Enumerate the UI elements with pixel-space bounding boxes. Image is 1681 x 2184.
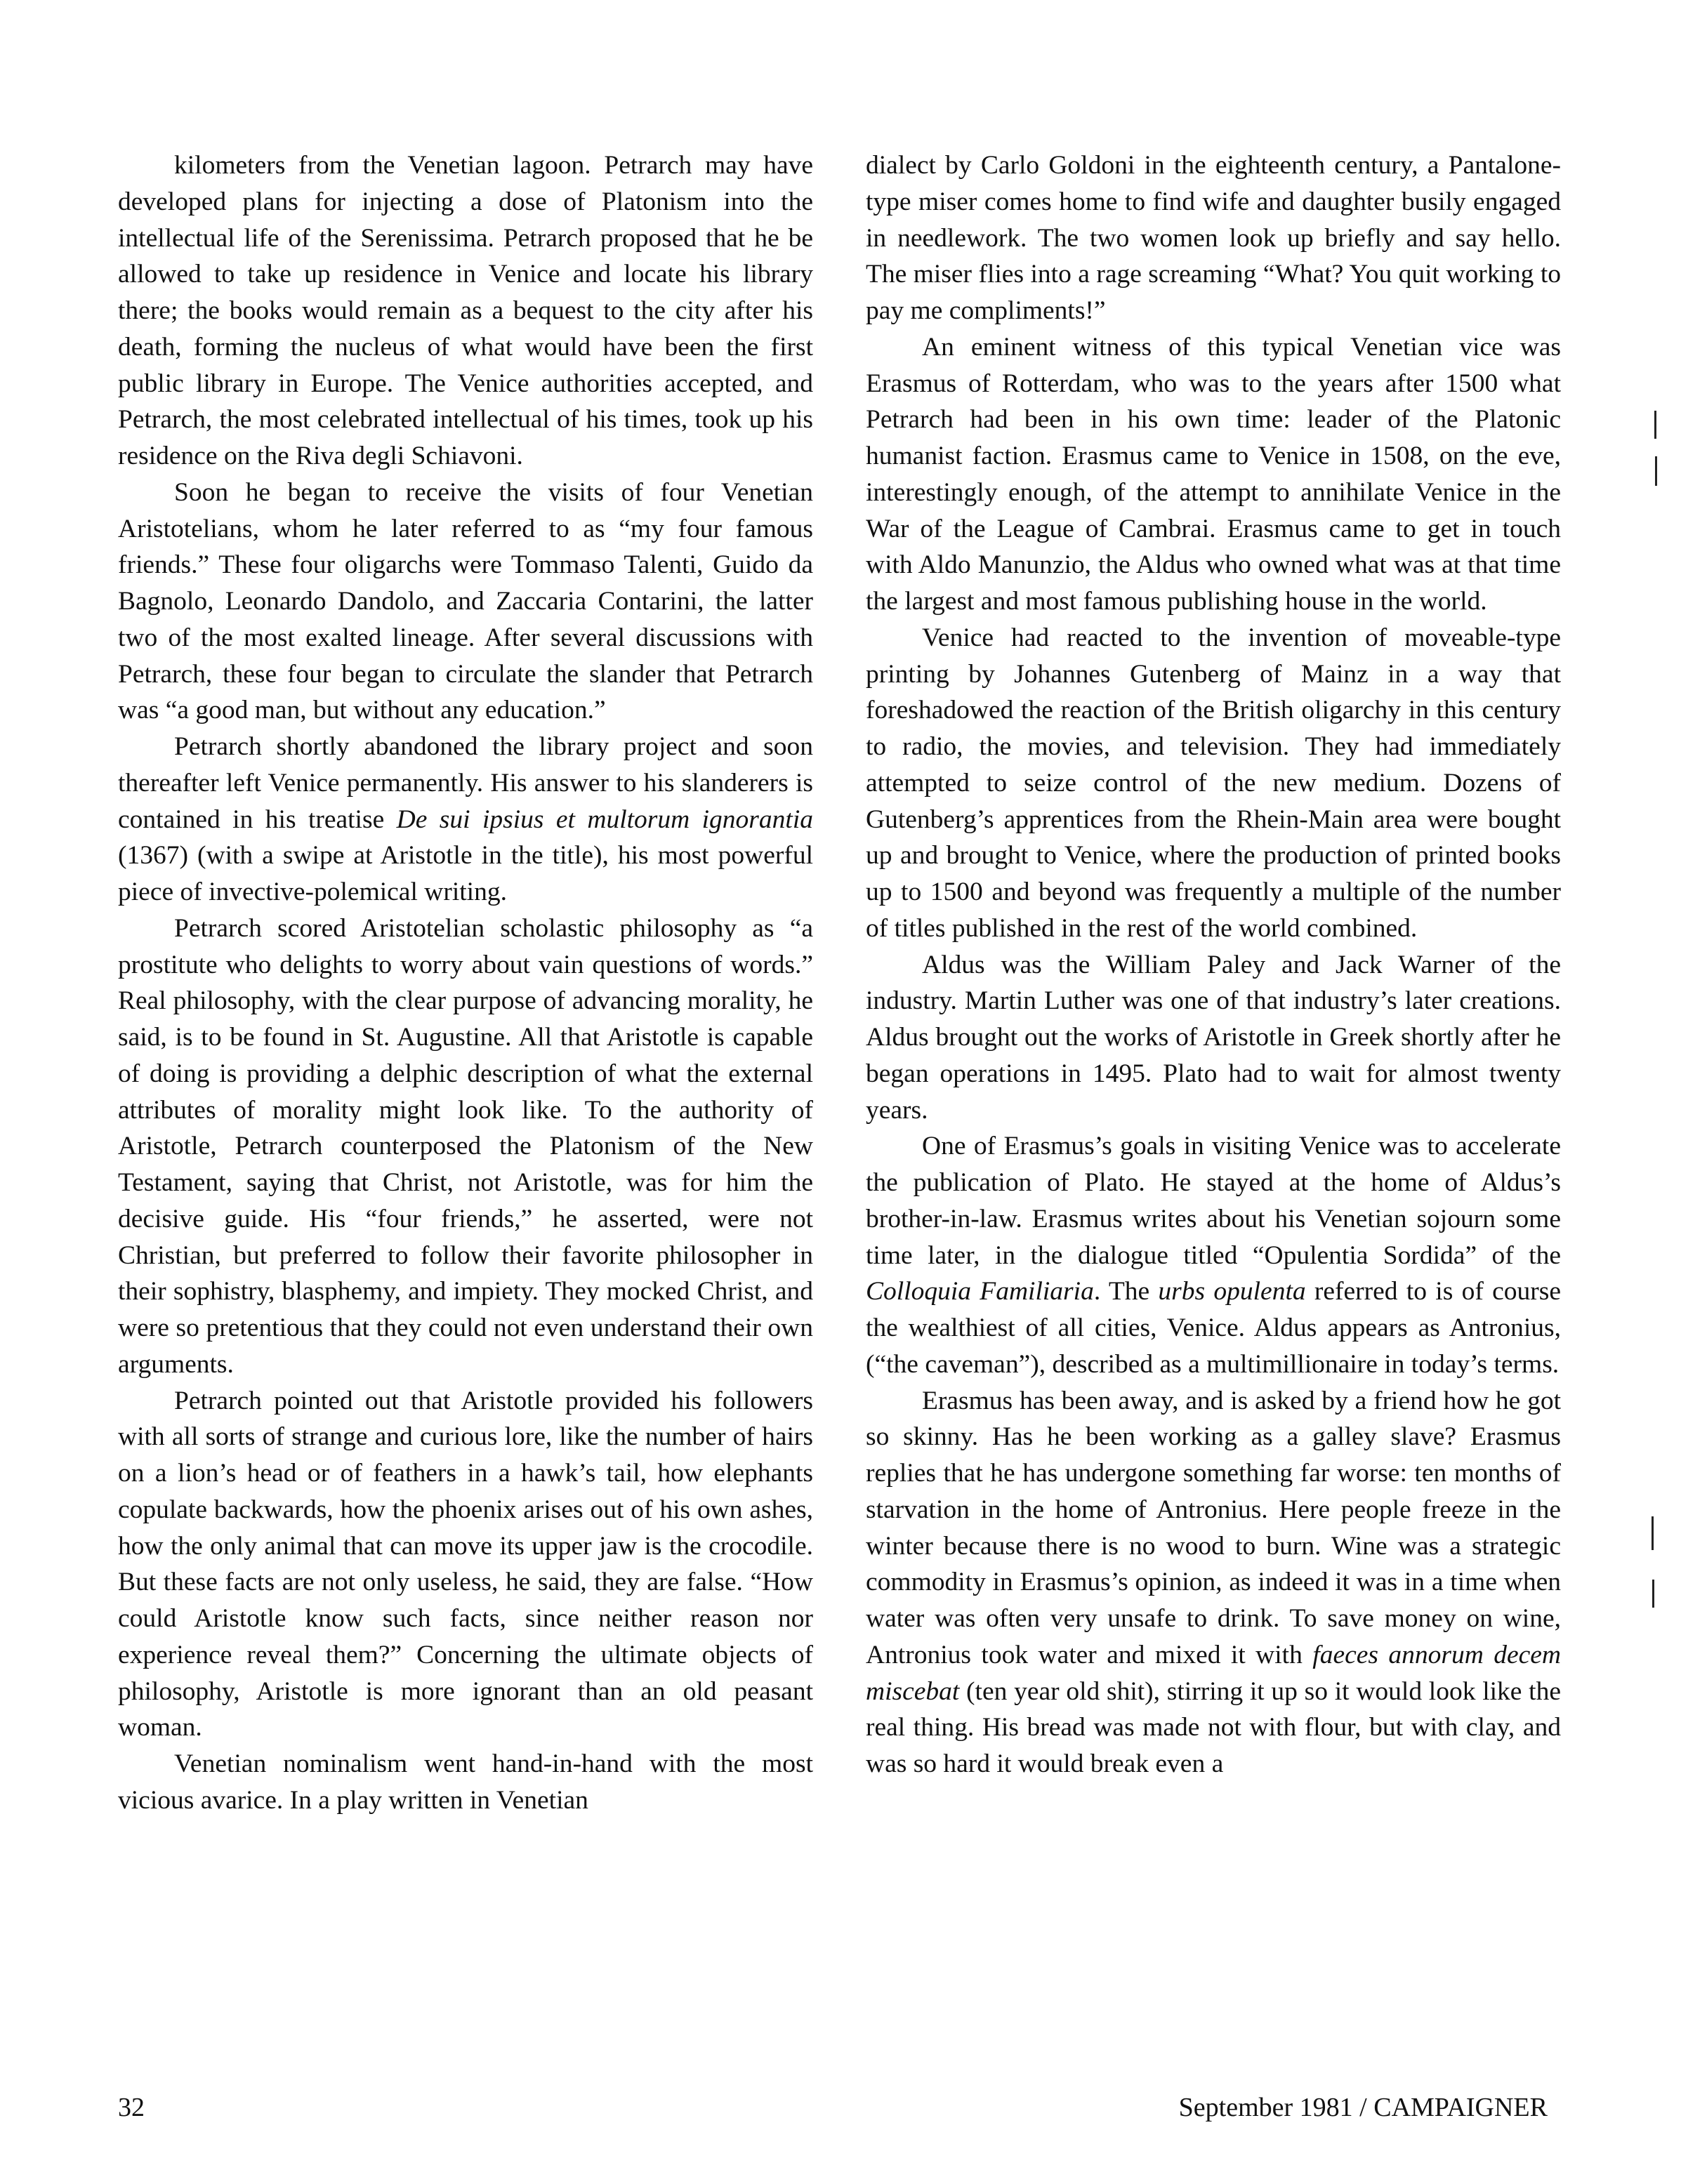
- italic-text: faeces annorum decem miscebat: [866, 1640, 1562, 1706]
- paragraph: [866, 1383, 1561, 1782]
- text-run: One of Erasmus’s goals in visiting Venice was to accelerate the publication of Plato. He stayed at the home of Aldus’s brother-in-law. Erasmus writes about his Venetian sojourn some time later, in the dialogue titled “Opulentia Sordida” of the: [866, 1132, 1561, 1270]
- text-run: kilometers from the Venetian lagoon. Petrarch may have developed plans for injecting a dose of Platonism into the intellectual life of the Serenissima. Petrarch proposed that he be allowed to take up residence in Venice and locate his library there; the books would remain as a bequest to the city after his death, forming the nucleus of what would have been the first public library in Europe. The Venice authorities accepted, and Petrarch, the most celebrated intellectual of his times, took up his residence on the Riva degli Schiavoni.: [118, 151, 813, 470]
- scan-mark: [1655, 456, 1657, 486]
- text-run: Petrarch shortly abandoned the library project and soon thereafter left Venice permanently. His answer to his slanderers is contained in his treatise: [118, 732, 813, 834]
- text-run: An eminent witness of this typical Venetian vice was Erasmus of Rotterdam, who was to the years after 1500 what Petrarch had been in his own time: leader of the Platonic humanist faction. Erasmus came to Venice in 1508, on the eve, interestingly enough, of the attempt to annihilate Venice in the War of the League of Cambrai. Erasmus came to get in touch with Aldo Manunzio, the Aldus who owned what was at that time the largest and most famous publishing house in the world.: [866, 332, 1561, 616]
- text-run: (ten year old shit), stirring it up so it would look like the real thing. His bread was made not with flour, but with clay, and was so hard it would break even a: [866, 1676, 1561, 1778]
- italic-text: Colloquia Familiaria: [866, 1277, 1094, 1306]
- text-run: Aldus was the William Paley and Jack Warner of the industry. Martin Luther was one of that industry’s later creations. Aldus brought out the works of Aristotle in Greek shortly after he began operations in 1495. Plato had to wait for almost twenty years.: [866, 950, 1561, 1125]
- text-run: referred to is of course the wealthiest of all cities, Venice. Aldus appears as Antronius, (“the caveman”), described as a multimillionaire in today’s terms.: [866, 1277, 1561, 1379]
- paragraph: [118, 1383, 813, 1747]
- paragraph: [118, 911, 813, 1383]
- scan-mark: [1652, 1516, 1654, 1550]
- text-run: (1367) (with a swipe at Aristotle in the title), his most powerful piece of invective-polemical writing.: [118, 841, 813, 906]
- text-run: Petrarch scored Aristotelian scholastic philosophy as “a prostitute who delights to worry about vain questions of words.” Real philosophy, with the clear purpose of advancing morality, he said, is to be found in St. Augustine. All that Aristotle is capable of doing is providing a delphic description of what the external attributes of morality might look like. To the authority of Aristotle, Petrarch counterposed the Platonism of the New Testament, saying that Christ, not Aristotle, was for him the decisive guide. His “four friends,” he asserted, were not Christian, but preferred to follow their favorite philosopher in their sophistry, blasphemy, and impiety. They mocked Christ, and were so pretentious that they could not even understand their own arguments.: [118, 913, 813, 1379]
- italic-text: urbs opulenta: [1158, 1277, 1306, 1306]
- publication-line: September 1981 / CAMPAIGNER: [1178, 2093, 1548, 2122]
- text-run: Venice had reacted to the invention of moveable-type printing by Johannes Gutenberg of Mainz in a way that foreshadowed the reaction of the British oligarchy in this century to radio, the movies, and television. They had immediately attempted to seize control of the new medium. Dozens of Gutenberg’s apprentices from the Rhein-Main area were bought up and brought to Venice, where the production of printed books up to 1500 and beyond was frequently a multiple of the number of titles published in the rest of the world combined.: [866, 623, 1561, 943]
- right-column: [866, 147, 1561, 1782]
- text-run: Soon he began to receive the visits of four Venetian Aristotelians, whom he later referred to as “my four famous friends.” These four oligarchs were Tommaso Talenti, Guido da Bagnolo, Leonardo Dandolo, and Zaccaria Contarini, the latter two of the most exalted lineage. After several discussions with Petrarch, these four began to circulate the slander that Petrarch was “a good man, but without any education.”: [118, 477, 813, 725]
- text-run: . The: [1093, 1277, 1159, 1306]
- paragraph: [118, 1746, 813, 1819]
- text-run: Petrarch pointed out that Aristotle provided his followers with all sorts of strange and curious lore, like the number of hairs on a lion’s head or of feathers in a hawk’s tail, how elephants copulate backwards, how the phoenix arises out of his own ashes, how the only animal that can move its upper jaw is the crocodile. But these facts are not only useless, he said, they are false. “How could Aristotle know such facts, since neither reason nor experience reveal them?” Concerning the ultimate objects of philosophy, Aristotle is more ignorant than an old peasant woman.: [118, 1386, 813, 1742]
- text-run: Venetian nominalism went hand-in-hand with the most vicious avarice. In a play written in Venetian: [118, 1749, 813, 1815]
- paragraph: [866, 620, 1561, 947]
- paragraph: [118, 729, 813, 911]
- paragraph: [866, 947, 1561, 1129]
- text-run: dialect by Carlo Goldoni in the eighteenth century, a Pantalone-type miser comes home to find wife and daughter busily engaged in needlework. The two women look up briefly and say hello. The miser flies into a rage screaming “What? You quit working to pay me compliments!”: [866, 151, 1561, 325]
- left-column: [118, 147, 813, 1819]
- paragraph: [866, 147, 1561, 329]
- text-run: Erasmus has been away, and is asked by a friend how he got so skinny. Has he been working as a galley slave? Erasmus replies that he has undergone something far worse: ten months of starvation in the home of Antronius. Here people freeze in the winter because there is no wood to burn. Wine was a strategic commodity in Erasmus’s opinion, as indeed it was in a time when water was often very unsafe to drink. To save money on wine, Antronius took water and mixed it with: [866, 1386, 1561, 1669]
- paragraph: [118, 475, 813, 729]
- paragraph: [866, 1128, 1561, 1382]
- scan-mark: [1654, 411, 1656, 439]
- italic-text: De sui ipsius et multorum ignorantia: [396, 805, 813, 834]
- paragraph: [866, 329, 1561, 620]
- scan-mark: [1652, 1580, 1654, 1608]
- paragraph: [118, 147, 813, 475]
- page-number: 32: [118, 2093, 145, 2122]
